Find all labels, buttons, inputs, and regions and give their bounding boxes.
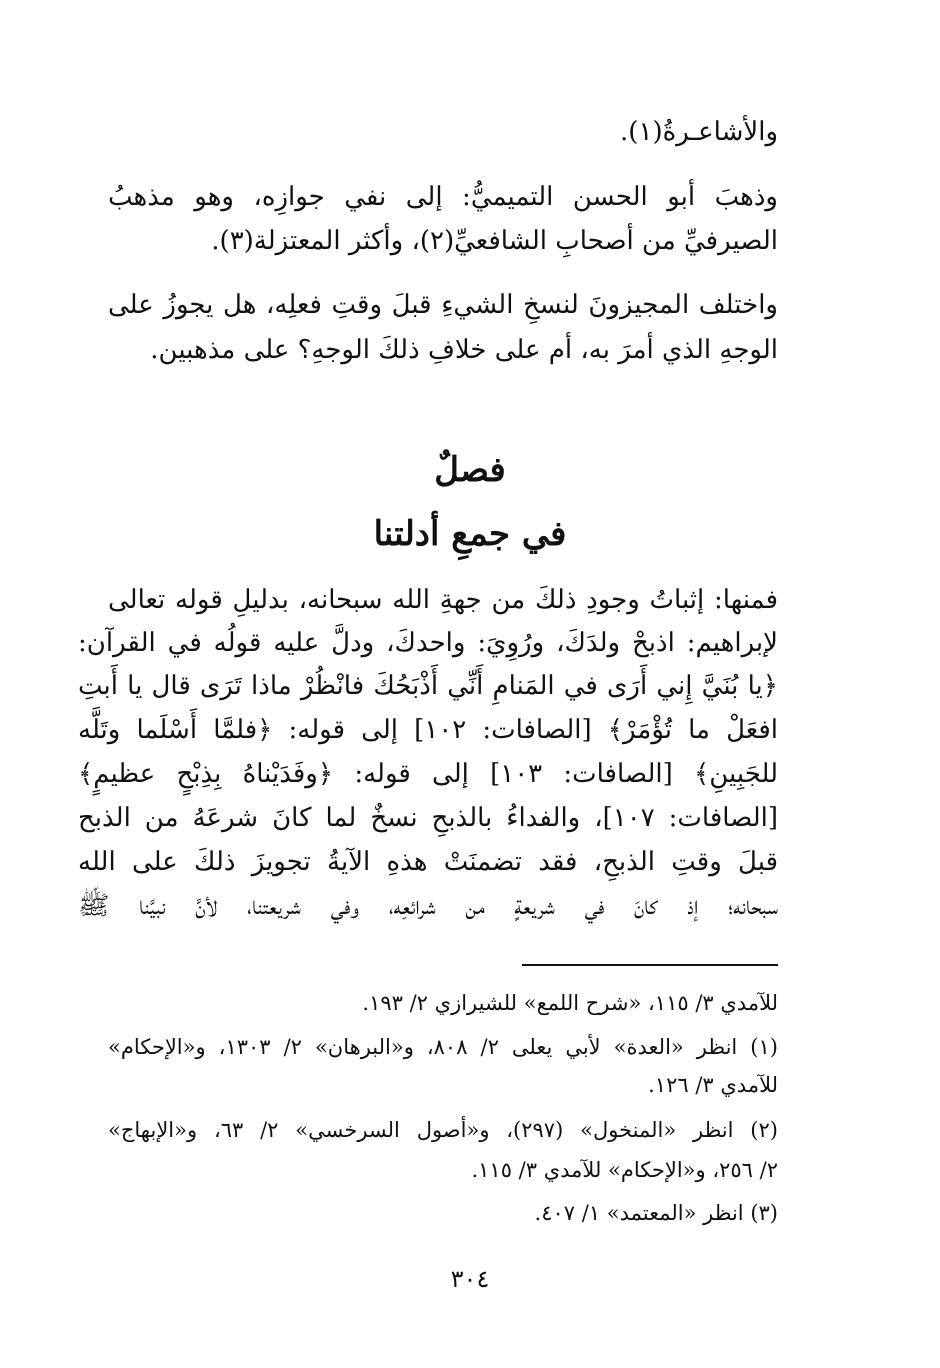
- body-line: الوجهِ الذي أمرَ به، أم على خلافِ ذلكَ الوجهِ؟ على مذهبين.: [150, 335, 778, 365]
- body-line: فمنها: إثباتُ وجودِ ذلكَ من جهةِ الله سبحانه، بدليلِ قوله تعالى: [108, 585, 778, 615]
- section-subheading: في جمعِ أدلتنا: [373, 514, 567, 554]
- body-line: سبحانه؛ إذ كانَ في شريعةٍ من شرائعِه، وفي شريعتنا، لأنَّ نبيَّنا ﷺ: [78, 891, 778, 921]
- section-heading: فصلٌ: [434, 450, 506, 490]
- body-line: للجَبِينِ﴾ [الصافات: ١٠٣] إلى قوله: ﴿وفَدَيْناهُ بِذِبْحٍ عظيمٍ﴾: [78, 759, 779, 789]
- footnote-line: (٢) انظر «المنخول» (٢٩٧)، و«أصول السرخسي» ٢/ ٦٣، و«الإبهاج»: [108, 1118, 778, 1142]
- body-line: ﴿يا بُنَيَّ إِني أَرَى في المَنامِ أَنِّي أَذْبَحُكَ فانْظُرْ ماذا تَرَى قال يا أَبتِ: [78, 671, 778, 701]
- body-line: [الصافات: ١٠٧]، والفداءُ بالذبحِ نسخٌ لما كانَ شرعَهُ من الذبح: [78, 803, 779, 833]
- footnote-line: (٣) انظر «المعتمد» ١/ ٤٠٧.: [534, 1201, 778, 1225]
- body-line: الصيرفيِّ من أصحابِ الشافعيِّ(٢)، وأكثر المعتزلة(٣).: [211, 226, 778, 256]
- body-line: افعَلْ ما تُؤْمَرْ﴾ [الصافات: ١٠٢] إلى قوله: ﴿فلمَّا أَسْلَما وتَلَّه: [78, 715, 778, 745]
- body-line: قبلَ وقتِ الذبحِ، فقد تضمنَتْ هذهِ الآيةُ تجويزَ ذلكَ على الله: [78, 847, 778, 877]
- body-line: وذهبَ أبو الحسن التميميُّ: إلى نفي جوازِه، وهو مذهبُ: [108, 182, 778, 212]
- body-line: واختلف المجيزونَ لنسخِ الشيءِ قبلَ وقتِ فعلِه، هل يجوزُ على: [108, 290, 778, 320]
- footnote-line: للآمدي ٣/ ١٢٦.: [648, 1073, 778, 1097]
- page-number: ٣٠٤: [450, 1265, 490, 1293]
- footnote-divider: [522, 964, 778, 966]
- footnote-line: (١) انظر «العدة» لأبي يعلى ٢/ ٨٠٨، و«البرهان» ٢/ ١٣٠٣، و«الإحكام»: [108, 1035, 778, 1059]
- body-line: والأشاعـرةُ(١).: [620, 117, 778, 147]
- footnote-line: ٢/ ٢٥٦، و«الإحكام» للآمدي ٣/ ١١٥.: [471, 1158, 778, 1182]
- body-line: لإبراهيم: اذبحْ ولدَكَ، ورُوِيَ: واحدكَ، ودلَّ عليه قولُه في القرآن:: [78, 628, 778, 658]
- footnote-line: للآمدي ٣/ ١١٥، «شرح اللمع» للشيرازي ٢/ ١٩٣.: [362, 991, 778, 1015]
